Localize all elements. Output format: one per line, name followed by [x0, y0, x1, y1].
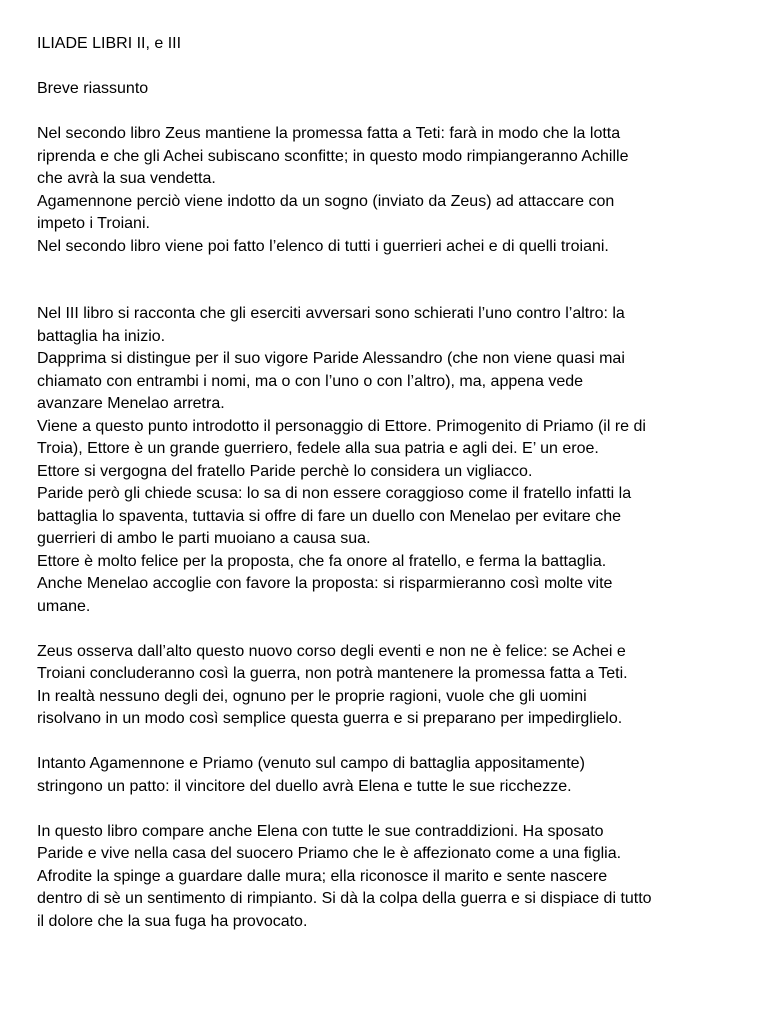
text-line: dentro di sè un sentimento di rimpianto. Si dà la colpa della guerra e si dispiace di tutto [37, 890, 652, 907]
text-line: In realtà nessuno degli dei, ognuno per le proprie ragioni, vuole che gli uomini [37, 687, 587, 705]
spacer [37, 731, 737, 754]
text-line: il dolore che la sua fuga ha provocato. [37, 912, 308, 930]
text-line: Ettore si vergogna del fratello Paride perchè lo considera un vigliacco. [37, 462, 533, 480]
text-line: Dapprima si distingue per il suo vigore Paride Alessandro (che non viene quasi mai [37, 350, 625, 367]
spacer [37, 101, 737, 124]
text-line: Ettore è molto felice per la proposta, che fa onore al fratello, e ferma la battaglia. [37, 552, 607, 570]
text-line: umane. [37, 597, 91, 615]
text-line: Zeus osserva dall’alto questo nuovo corso degli eventi e non ne è felice: se Achei e [37, 642, 626, 660]
document-page [37, 33, 737, 933]
text-line: Nel III libro si racconta che gli eserciti avversari sono schierati l’uno contro l’altro: la [37, 305, 625, 322]
spacer [37, 56, 737, 79]
text-line: Viene a questo punto introdotto il personaggio di Ettore. Primogenito di Priamo (il re di [37, 417, 646, 435]
text-line: chiamato con entrambi i nomi, ma o con l’uno o con l’altro), ma, appena vede [37, 372, 584, 390]
text-line: battaglia lo spaventa, tuttavia si offre di fare un duello con Menelao per evitare che [37, 507, 622, 525]
text-line: battaglia ha inizio. [37, 327, 166, 345]
text-line: Paride però gli chiede scusa: lo sa di non essere coraggioso come il fratello infatti la [37, 485, 632, 502]
paragraph-zeus [37, 641, 737, 731]
text-line: stringono un patto: il vincitore del duello avrà Elena e tutte le sue ricchezze. [37, 777, 572, 795]
paragraph-pact [37, 753, 737, 798]
spacer [37, 798, 737, 821]
spacer [37, 258, 737, 303]
text-line: Afrodite la spinge a guardare dalle mura; ella riconosce il marito e sente nascere [37, 867, 608, 885]
text-line: risolvano in un modo così semplice questa guerra e si preparano per impedirglielo. [37, 710, 623, 727]
text-line: Troia), Ettore è un grande guerriero, fedele alla sua patria e agli dei. E’ un eroe. [37, 440, 599, 457]
text-line: Agamennone perciò viene indotto da un sogno (inviato da Zeus) ad attaccare con [37, 192, 615, 210]
text-line: Troiani concluderanno così la guerra, non potrà mantenere la promessa fatta a Teti. [37, 665, 628, 682]
paragraph-book-two [37, 123, 737, 258]
document-subtitle: Breve riassunto [37, 80, 149, 97]
text-line: impeto i Troiani. [37, 215, 150, 232]
text-line: avanzare Menelao arretra. [37, 395, 225, 412]
spacer [37, 618, 737, 641]
text-line: riprenda e che gli Achei subiscano sconfitte; in questo modo rimpiangeranno Achille [37, 147, 629, 165]
text-line: Nel secondo libro Zeus mantiene la promessa fatta a Teti: farà in modo che la lotta [37, 125, 621, 142]
text-line: Paride e vive nella casa del suocero Priamo che le è affezionato come a una figlia. [37, 845, 622, 862]
paragraph-elena [37, 821, 737, 934]
text-line: In questo libro compare anche Elena con tutte le sue contraddizioni. Ha sposato [37, 822, 604, 840]
text-line: che avrà la sua vendetta. [37, 170, 216, 187]
text-line: Anche Menelao accoglie con favore la proposta: si risparmieranno così molte vite [37, 575, 613, 592]
document-title: ILIADE LIBRI II, e III [37, 35, 182, 52]
paragraph-book-three [37, 303, 737, 618]
text-line: Intanto Agamennone e Priamo (venuto sul campo di battaglia appositamente) [37, 755, 585, 772]
text-line: guerrieri di ambo le parti muoiano a causa sua. [37, 530, 371, 547]
text-line: Nel secondo libro viene poi fatto l’elenco di tutti i guerrieri achei e di quelli troiani. [37, 237, 609, 255]
